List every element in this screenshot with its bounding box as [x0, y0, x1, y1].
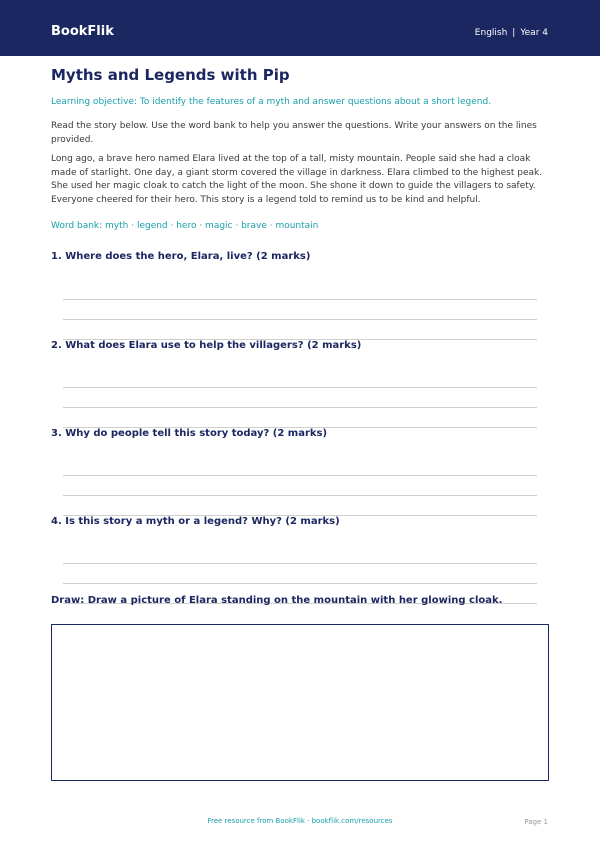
brand-logo[interactable]: BookFlik	[51, 24, 114, 39]
learning-objective: Learning objective: To identify the features of a myth and answer questions about a short legend.	[51, 97, 492, 107]
drawing-box[interactable]	[51, 624, 549, 781]
answer-line[interactable]	[63, 475, 537, 476]
answer-line[interactable]	[63, 583, 537, 584]
story-text: Long ago, a brave hero named Elara lived at the top of a tall, misty mountain. People said she had a cloak made of starlight. One day, a giant storm covered the village in darkness. Elara climbed to the highest peak. She used her magic cloak to catch the light of the moon. She shone it down to guide the villagers to safety. Everyone cheered for their hero. This story is a legend told to remind us to be kind and helpful.	[51, 154, 543, 205]
page-number: Page 1	[524, 818, 548, 826]
header-bar	[0, 0, 600, 56]
answer-line[interactable]	[63, 495, 537, 496]
answer-line[interactable]	[63, 563, 537, 564]
word-bank: Word bank: myth · legend · hero · magic · brave · mountain	[51, 221, 319, 231]
subject-year-label	[475, 27, 548, 39]
page-title: Myths and Legends with Pip	[51, 66, 290, 84]
draw-prompt: Draw: Draw a picture of Elara standing on the mountain with her glowing cloak.	[51, 595, 503, 606]
question-2: 2. What does Elara use to help the villagers? (2 marks)	[51, 340, 362, 351]
question-3: 3. Why do people tell this story today? (2 marks)	[51, 428, 328, 439]
subject-label: English	[474, 28, 508, 38]
answer-line[interactable]	[63, 387, 537, 388]
separator: |	[512, 28, 516, 38]
instructions: Read the story below. Use the word bank to help you answer the questions. Write your answers on the lines provided.	[51, 121, 537, 145]
answer-line[interactable]	[63, 319, 537, 320]
question-1: 1. Where does the hero, Elara, live? (2 marks)	[51, 251, 311, 262]
answer-line[interactable]	[63, 299, 537, 300]
footer-text[interactable]: Free resource from BookFlik · bookflik.com/resources	[207, 817, 393, 825]
answer-line[interactable]	[63, 407, 537, 408]
year-label: Year 4	[520, 28, 548, 38]
question-4: 4. Is this story a myth or a legend? Why? (2 marks)	[51, 516, 340, 527]
